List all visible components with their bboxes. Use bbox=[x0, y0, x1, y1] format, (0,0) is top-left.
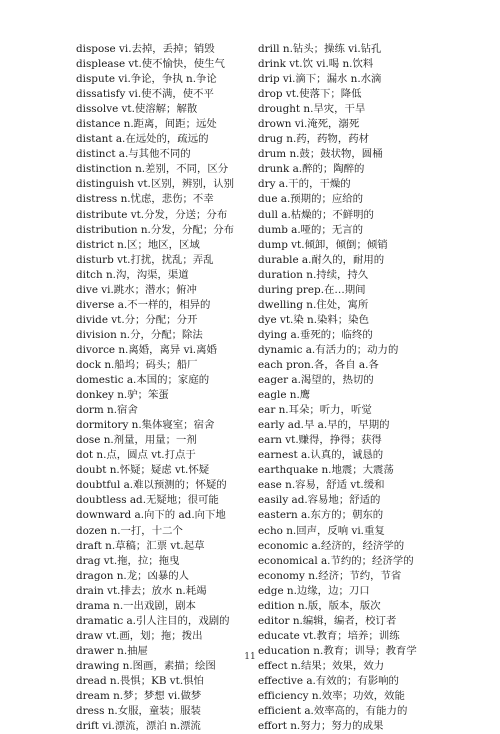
vocabulary-entry: effective a.有效的；有影响的 bbox=[258, 674, 399, 687]
vocabulary-entry: doubtless ad.无疑地；很可能 bbox=[76, 494, 219, 507]
vocabulary-entry: earnest a.认真的，诚恳的 bbox=[258, 449, 384, 462]
vocabulary-entry: drum n.鼓；鼓状物，圆桶 bbox=[258, 148, 383, 161]
vocabulary-entry: during prep.在…期间 bbox=[258, 283, 366, 296]
page-number: 11 bbox=[244, 652, 256, 662]
vocabulary-entry: due a.预期的；应给的 bbox=[258, 193, 364, 206]
vocabulary-entry: duration n.持续，持久 bbox=[258, 268, 369, 281]
vocabulary-entry: dread n.畏惧；KB vt.惧怕 bbox=[76, 674, 204, 687]
vocabulary-entry: divide vt.分；分配；分开 bbox=[76, 313, 198, 326]
vocabulary-entry: dumb a.哑的；无言的 bbox=[258, 223, 363, 236]
vocabulary-entry: draw vt.画，划；拖；拨出 bbox=[76, 629, 203, 642]
vocabulary-entry: doubtful a.难以预测的；怀疑的 bbox=[76, 479, 227, 492]
vocabulary-entry: distribute vt.分发，分送；分布 bbox=[76, 208, 228, 221]
vocabulary-entry: distinguish vt.区别，辨别，认别 bbox=[76, 178, 234, 191]
vocabulary-entry: ear n.耳朵；听力，听觉 bbox=[258, 404, 372, 417]
vocabulary-entry: drain vt.排去；放水 n.耗竭 bbox=[76, 584, 207, 597]
vocabulary-entry: division n.分，分配；除法 bbox=[76, 328, 203, 341]
vocabulary-entry: economy n.经济；节约，节省 bbox=[258, 569, 402, 582]
vocabulary-entry: dress n.女服，童装；服装 bbox=[76, 705, 201, 718]
vocabulary-entry: ditch n.沟，沟渠，渠道 bbox=[76, 268, 189, 281]
word-list-right-column bbox=[258, 42, 458, 734]
vocabulary-entry: dissatisfy vi.使不满，使不平 bbox=[76, 88, 214, 101]
vocabulary-entry: dramatic a.引人注目的，戏剧的 bbox=[76, 614, 230, 627]
vocabulary-entry: doubt n.怀疑；疑虑 vt.怀疑 bbox=[76, 464, 210, 477]
vocabulary-entry: economic a.经济的，经济学的 bbox=[258, 539, 405, 552]
vocabulary-entry: earn vt.赚得，挣得；获得 bbox=[258, 434, 382, 447]
vocabulary-entry: durable a.耐久的，耐用的 bbox=[258, 253, 385, 266]
vocabulary-entry: each pron.各，各自 a.各 bbox=[258, 358, 379, 371]
vocabulary-entry: eager a.渴望的，热切的 bbox=[258, 374, 374, 387]
vocabulary-entry: dose n.剂量，用量；一剂 bbox=[76, 434, 197, 447]
vocabulary-entry: displease vt.使不愉快，使生气 bbox=[76, 58, 225, 71]
vocabulary-entry: downward a.向下的 ad.向下地 bbox=[76, 509, 226, 522]
vocabulary-entry: divorce n.离婚，离异 vi.离婚 bbox=[76, 343, 217, 356]
vocabulary-entry: dump vt.倾卸，倾倒；倾销 bbox=[258, 238, 388, 251]
vocabulary-entry: drown vi.淹死，溺死 bbox=[258, 118, 360, 131]
vocabulary-entry: dream n.梦；梦想 vi.做梦 bbox=[76, 690, 202, 703]
vocabulary-entry: dwelling n.住处，寓所 bbox=[258, 298, 369, 311]
vocabulary-entry: early ad.早 a.早的，早期的 bbox=[258, 419, 390, 432]
vocabulary-entry: earthquake n.地震；大震荡 bbox=[258, 464, 394, 477]
vocabulary-entry: drought n.旱灾，干旱 bbox=[258, 103, 366, 116]
vocabulary-entry: drug n.药，药物，药材 bbox=[258, 133, 369, 146]
vocabulary-entry: dye vt.染 n.染料；染色 bbox=[258, 313, 369, 326]
vocabulary-entry: dissolve vt.使溶解；解散 bbox=[76, 103, 198, 116]
vocabulary-entry: distance n.距离，间距；远处 bbox=[76, 118, 217, 131]
vocabulary-entry: educate vt.教育；培养；训练 bbox=[258, 629, 400, 642]
vocabulary-entry: drawer n.抽屉 bbox=[76, 644, 148, 657]
vocabulary-entry: donkey n.驴；笨蛋 bbox=[76, 389, 169, 402]
vocabulary-entry: drama n.一出戏剧，剧本 bbox=[76, 599, 196, 612]
vocabulary-entry: drag vt.拖，拉；拖曳 bbox=[76, 554, 180, 567]
vocabulary-entry: drunk a.醉的；陶醉的 bbox=[258, 163, 365, 176]
vocabulary-entry: efficiency n.效率；功效，效能 bbox=[258, 690, 405, 703]
vocabulary-entry: drill n.钻头；操练 vi.钻孔 bbox=[258, 43, 382, 55]
vocabulary-entry: effort n.努力；努力的成果 bbox=[258, 720, 384, 733]
vocabulary-entry: dry a.干的，干燥的 bbox=[258, 178, 351, 191]
vocabulary-entry: effect n.结果；效果，效力 bbox=[258, 659, 385, 672]
vocabulary-entry: dock n.船坞；码头；船厂 bbox=[76, 358, 198, 371]
vocabulary-entry: distinction n.差别，不同，区分 bbox=[76, 163, 229, 176]
vocabulary-entry: dot n.点，圆点 vt.打点于 bbox=[76, 449, 196, 462]
vocabulary-entry: dormitory n.集体寝室；宿舍 bbox=[76, 419, 215, 432]
vocabulary-entry: dynamic a.有活力的；动力的 bbox=[258, 343, 399, 356]
vocabulary-entry: diverse a.不一样的，相异的 bbox=[76, 298, 211, 311]
vocabulary-entry: dive vi.跳水；潜水；俯冲 bbox=[76, 283, 197, 296]
vocabulary-entry: dispute vi.争论，争执 n.争论 bbox=[76, 73, 217, 86]
vocabulary-entry: easily ad.容易地；舒适的 bbox=[258, 494, 381, 507]
vocabulary-entry: efficient a.效率高的，有能力的 bbox=[258, 705, 408, 718]
vocabulary-entry: eagle n.鹰 bbox=[258, 389, 311, 402]
vocabulary-entry: drift vi.漂流，漂泊 n.漂流 bbox=[76, 720, 201, 733]
vocabulary-entry: domestic a.本国的；家庭的 bbox=[76, 374, 210, 387]
vocabulary-entry: dorm n.宿舍 bbox=[76, 404, 138, 417]
vocabulary-entry: dying a.垂死的；临终的 bbox=[258, 328, 373, 341]
vocabulary-entry: economical a.节约的；经济学的 bbox=[258, 554, 414, 567]
vocabulary-entry: dispose vi.去掉，丢掉；销毁 bbox=[76, 43, 215, 55]
vocabulary-entry: edition n.版，版本，版次 bbox=[258, 599, 381, 612]
vocabulary-entry: editor n.编辑，编者，校订者 bbox=[258, 614, 397, 627]
vocabulary-entry: distribution n.分发，分配；分布 bbox=[76, 223, 234, 236]
vocabulary-entry: dull a.枯燥的；不鲜明的 bbox=[258, 208, 374, 221]
vocabulary-entry: eastern a.东方的；朝东的 bbox=[258, 509, 384, 522]
vocabulary-entry: echo n.回声，反响 vi.重复 bbox=[258, 524, 385, 537]
vocabulary-entry: education n.教育；训导；教育学 bbox=[258, 644, 417, 657]
vocabulary-entry: district n.区；地区，区域 bbox=[76, 238, 200, 251]
vocabulary-entry: drop vt.使落下；降低 bbox=[258, 88, 362, 101]
vocabulary-entry: draft n.草稿；汇票 vt.起草 bbox=[76, 539, 205, 552]
vocabulary-entry: dozen n.一打，十二个 bbox=[76, 524, 183, 537]
vocabulary-entry: drip vi.滴下；漏水 n.水滴 bbox=[258, 73, 382, 86]
vocabulary-entry: dragon n.龙；凶暴的人 bbox=[76, 569, 190, 582]
vocabulary-entry: drawing n.图画，素描；绘图 bbox=[76, 659, 216, 672]
vocabulary-entry: drink vt.饮 vi.喝 n.饮料 bbox=[258, 58, 374, 71]
vocabulary-entry: edge n.边缘，边；刀口 bbox=[258, 584, 370, 597]
vocabulary-entry: distant a.在远处的，疏远的 bbox=[76, 133, 209, 146]
vocabulary-entry: distinct a.与其他不同的 bbox=[76, 148, 191, 161]
vocabulary-entry: disturb vt.打扰，扰乱；弄乱 bbox=[76, 253, 214, 266]
word-list-left-column bbox=[76, 42, 276, 734]
vocabulary-entry: ease n.容易，舒适 vt.缓和 bbox=[258, 479, 385, 492]
vocabulary-entry: distress n.忧虑，悲伤；不幸 bbox=[76, 193, 214, 206]
